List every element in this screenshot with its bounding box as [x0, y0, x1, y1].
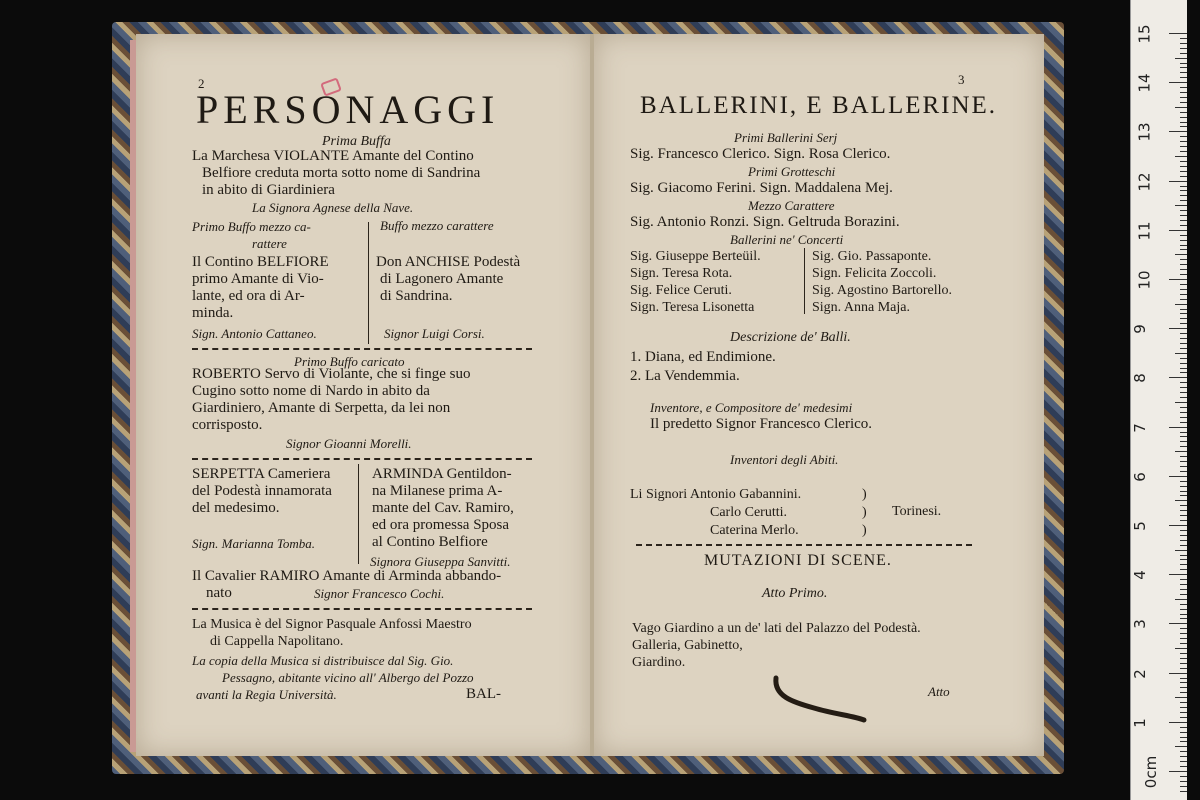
- ruler-tick: [1180, 141, 1187, 142]
- ruler-tick: [1180, 535, 1187, 536]
- ruler-label: 13: [1135, 122, 1154, 142]
- ruler-label: 7: [1130, 422, 1149, 433]
- ruler-tick: [1180, 441, 1187, 442]
- ruler-tick: [1180, 776, 1187, 777]
- ruler-tick: [1180, 594, 1187, 595]
- ruler-tick: [1180, 313, 1187, 314]
- ruler-tick: [1180, 682, 1187, 683]
- ruler-tick: [1180, 122, 1187, 123]
- ruler-tick: [1180, 190, 1187, 191]
- ruler-tick: [1180, 358, 1187, 359]
- ruler-tick: [1180, 712, 1187, 713]
- ruler-label: 4: [1130, 570, 1149, 580]
- concerti-left-list: Sig. Giuseppe Berteüil. Sign. Teresa Rota. Sig. Felice Ceruti. Sign. Teresa Lisonetta: [630, 249, 761, 315]
- ruler-tick: [1180, 43, 1187, 44]
- ruler-tick: [1180, 727, 1187, 728]
- ruler-tick: [1175, 697, 1187, 698]
- ruler-tick: [1180, 756, 1187, 757]
- column-heading: Buffo mezzo carattere: [380, 218, 494, 233]
- ruler-tick: [1180, 53, 1187, 54]
- ruler-label: 0cm: [1142, 755, 1161, 789]
- ruler-tick: [1169, 82, 1187, 83]
- ruler-tick: [1180, 702, 1187, 703]
- ruler-tick: [1180, 338, 1187, 339]
- ruler-tick: [1180, 461, 1187, 462]
- ruler-tick: [1180, 363, 1187, 364]
- divider: [192, 608, 532, 610]
- section-label: Mezzo Carattere: [748, 198, 835, 213]
- ruler-label: 12: [1135, 172, 1154, 192]
- bracket: ) ) ): [862, 487, 867, 538]
- ruler-tick: [1180, 126, 1187, 127]
- ruler-tick: [1175, 304, 1187, 305]
- ruler-tick: [1180, 215, 1187, 216]
- ruler-tick: [1180, 628, 1187, 629]
- ruler-tick: [1180, 48, 1187, 49]
- ruler-tick: [1180, 569, 1187, 570]
- ruler-tick: [1180, 653, 1187, 654]
- ruler-tick: [1180, 72, 1187, 73]
- ruler-tick: [1180, 486, 1187, 487]
- section-label: Inventori degli Abiti.: [730, 452, 839, 467]
- ruler-tick: [1180, 495, 1187, 496]
- character-violante: La Marchesa VIOLANTE Amante del Contino Belfiore creduta morta sotto nome di Sandrina in abito di Giardiniera: [192, 148, 481, 198]
- ruler-tick: [1180, 786, 1187, 787]
- ruler-tick: [1180, 240, 1187, 241]
- character-serpetta: SERPETTA Cameriera del Podestà innamorata del medesimo.: [192, 466, 332, 516]
- character-ramiro: Il Cavalier RAMIRO Amante di Arminda abbando- nato: [192, 568, 502, 601]
- ruler-tick: [1180, 751, 1187, 752]
- ruler-tick: [1175, 500, 1187, 501]
- ink-squiggle: [770, 672, 870, 728]
- ruler-tick: [1180, 678, 1187, 679]
- ruler-tick: [1180, 210, 1187, 211]
- ruler-tick: [1180, 668, 1187, 669]
- ruler-tick: [1180, 791, 1187, 792]
- section-label: Primi Grotteschi: [748, 164, 836, 179]
- divider: [636, 544, 972, 546]
- ruler-tick: [1180, 638, 1187, 639]
- ruler-tick: [1169, 33, 1187, 34]
- dancer-line: Sig. Giacomo Ferini. Sign. Maddalena Mej.: [630, 180, 893, 196]
- section-title: MUTAZIONI DI SCENE.: [704, 552, 892, 569]
- ruler-tick: [1175, 107, 1187, 108]
- ruler-tick: [1180, 171, 1187, 172]
- ruler-tick: [1169, 623, 1187, 624]
- ruler-tick: [1180, 309, 1187, 310]
- dancer-line: Sig. Antonio Ronzi. Sign. Geltruda Borazini.: [630, 214, 900, 230]
- ruler-tick: [1180, 614, 1187, 615]
- ruler-tick: [1169, 279, 1187, 280]
- ruler-tick: [1180, 604, 1187, 605]
- page-title: BALLERINI, E BALLERINE.: [640, 92, 998, 119]
- dancer-line: Sig. Francesco Clerico. Sign. Rosa Clerico.: [630, 146, 891, 162]
- ruler-tick: [1180, 343, 1187, 344]
- ruler-tick: [1180, 333, 1187, 334]
- ruler-tick: [1180, 136, 1187, 137]
- ruler-tick: [1180, 515, 1187, 516]
- ruler-tick: [1180, 77, 1187, 78]
- ruler-tick: [1180, 289, 1187, 290]
- ruler-tick: [1180, 299, 1187, 300]
- ruler-tick: [1169, 574, 1187, 575]
- ruler-tick: [1180, 323, 1187, 324]
- ruler-label: 9: [1130, 324, 1149, 334]
- ruler-tick: [1180, 545, 1187, 546]
- ruler-tick: [1180, 67, 1187, 68]
- actor-name: Signor Luigi Corsi.: [384, 326, 485, 341]
- ruler-tick: [1180, 579, 1187, 580]
- ruler-tick: [1169, 476, 1187, 477]
- ruler-tick: [1180, 245, 1187, 246]
- ruler-tick: [1180, 687, 1187, 688]
- ruler-tick: [1180, 456, 1187, 457]
- page-title: PERSONAGGI: [196, 87, 500, 132]
- ruler-tick: [1169, 525, 1187, 526]
- ruler-label: 1: [1130, 718, 1149, 728]
- act-label: Atto Primo.: [762, 586, 828, 601]
- ruler-tick: [1180, 741, 1187, 742]
- actor-name: La Signora Agnese della Nave.: [252, 200, 414, 215]
- ruler-tick: [1180, 589, 1187, 590]
- ruler-tick: [1180, 520, 1187, 521]
- actor-name: Signora Giuseppa Sanvitti.: [370, 554, 511, 569]
- ruler-tick: [1169, 377, 1187, 378]
- ruler-tick: [1180, 235, 1187, 236]
- ruler-tick: [1180, 766, 1187, 767]
- ruler-tick: [1169, 722, 1187, 723]
- column-divider: [358, 464, 359, 564]
- ruler-tick: [1180, 732, 1187, 733]
- ruler-tick: [1180, 382, 1187, 383]
- ruler-tick: [1175, 254, 1187, 255]
- right-page: [592, 34, 1044, 756]
- ruler-tick: [1180, 38, 1187, 39]
- ruler-tick: [1180, 481, 1187, 482]
- ruler-tick: [1175, 156, 1187, 157]
- ruler-tick: [1180, 97, 1187, 98]
- ruler-tick: [1169, 673, 1187, 674]
- ruler-tick: [1169, 771, 1187, 772]
- section-label: Primo Buffo caricato: [294, 354, 405, 369]
- ruler-tick: [1180, 368, 1187, 369]
- ruler-tick: [1180, 422, 1187, 423]
- column-divider: [368, 222, 369, 344]
- ruler-tick: [1180, 407, 1187, 408]
- ruler-tick: [1180, 318, 1187, 319]
- ruler-tick: [1180, 510, 1187, 511]
- ruler-tick: [1180, 264, 1187, 265]
- ruler-tick: [1180, 530, 1187, 531]
- page-number: 3: [958, 72, 965, 87]
- ruler-tick: [1180, 186, 1187, 187]
- section-label: Inventore, e Compositore de' medesimi: [650, 400, 853, 415]
- ruler-tick: [1180, 559, 1187, 560]
- ruler-tick: [1180, 387, 1187, 388]
- ruler-tick: [1180, 436, 1187, 437]
- section-label: Prima Buffa: [322, 134, 391, 149]
- city-label: Torinesi.: [892, 504, 942, 519]
- ruler-label: 6: [1130, 472, 1149, 482]
- ruler-tick: [1180, 225, 1187, 226]
- ruler-tick: [1180, 284, 1187, 285]
- ruler-tick: [1180, 471, 1187, 472]
- left-page: [136, 34, 592, 756]
- ruler-tick: [1175, 550, 1187, 551]
- ruler-tick: [1180, 737, 1187, 738]
- ruler-tick: [1175, 599, 1187, 600]
- ruler-tick: [1180, 417, 1187, 418]
- ruler-label: 14: [1135, 73, 1154, 93]
- actor-name: Signor Francesco Cochi.: [314, 586, 445, 601]
- ruler-tick: [1175, 58, 1187, 59]
- actor-name: Sign. Marianna Tomba.: [192, 536, 316, 551]
- ruler-tick: [1180, 658, 1187, 659]
- ruler-tick: [1180, 166, 1187, 167]
- ruler-tick: [1180, 259, 1187, 260]
- ruler-tick: [1180, 249, 1187, 250]
- catchword: Atto: [928, 684, 950, 699]
- divider: [192, 458, 532, 460]
- ruler-tick: [1180, 294, 1187, 295]
- ruler-tick: [1169, 427, 1187, 428]
- ruler-tick: [1180, 117, 1187, 118]
- section-label: Primi Ballerini Serj: [734, 130, 838, 145]
- ruler-tick: [1180, 564, 1187, 565]
- ruler-tick: [1169, 328, 1187, 329]
- ruler-tick: [1180, 491, 1187, 492]
- ruler-tick: [1175, 205, 1187, 206]
- ruler-tick: [1180, 372, 1187, 373]
- ruler-tick: [1180, 176, 1187, 177]
- ruler-tick: [1175, 746, 1187, 747]
- section-label: Descrizione de' Balli.: [730, 330, 851, 345]
- character-belfiore: Il Contino BELFIORE primo Amante di Vio- lante, ed ora di Ar- minda.: [192, 254, 329, 321]
- ruler-tick: [1180, 112, 1187, 113]
- ruler-tick: [1169, 181, 1187, 182]
- ruler-tick: [1180, 446, 1187, 447]
- character-anchise: Don ANCHISE Podestà di Lagonero Amante di Sandrina.: [376, 254, 521, 304]
- ruler-label: 10: [1135, 270, 1154, 290]
- ruler-tick: [1169, 230, 1187, 231]
- page-number: 2: [198, 76, 205, 91]
- balli-list: 1. Diana, ed Endimione. 2. La Vendemmia.: [630, 349, 776, 384]
- actor-name: Sign. Antonio Cattaneo.: [192, 326, 317, 341]
- actor-name: Signor Gioanni Morelli.: [286, 436, 412, 451]
- copy-notice: La copia della Musica si distribuisce dal Sig. Gio. Pessagno, abitante vicino all' Albergo del Pozzo avanti la Regia Università.: [192, 653, 474, 702]
- ruler-tick: [1180, 717, 1187, 718]
- ruler-tick: [1175, 451, 1187, 452]
- ruler-tick: [1180, 412, 1187, 413]
- catchword: BAL-: [466, 686, 501, 702]
- ruler-tick: [1180, 102, 1187, 103]
- ruler-tick: [1180, 781, 1187, 782]
- ruler-tick: [1175, 402, 1187, 403]
- ruler-tick: [1180, 151, 1187, 152]
- ruler-tick: [1180, 348, 1187, 349]
- ruler-tick: [1180, 707, 1187, 708]
- scene-list: Vago Giardino a un de' lati del Palazzo del Podestà. Galleria, Gabinetto, Giardino.: [632, 621, 921, 670]
- ruler-tick: [1180, 540, 1187, 541]
- ruler-tick: [1180, 584, 1187, 585]
- column-divider: [804, 248, 805, 314]
- ruler-label: 5: [1130, 521, 1149, 531]
- ruler-tick: [1180, 87, 1187, 88]
- ruler-tick: [1180, 200, 1187, 201]
- ruler-tick: [1180, 609, 1187, 610]
- column-heading: Primo Buffo mezzo ca- rattere: [192, 219, 311, 251]
- ruler-label: 2: [1130, 668, 1149, 679]
- section-label: Ballerini ne' Concerti: [730, 232, 844, 247]
- ruler-tick: [1175, 648, 1187, 649]
- ruler-label: 3: [1130, 619, 1149, 630]
- ruler-tick: [1180, 92, 1187, 93]
- inventore-line: Il predetto Signor Francesco Clerico.: [650, 416, 873, 432]
- measurement-ruler: [1130, 0, 1187, 800]
- concerti-right-list: Sig. Gio. Passaponte. Sign. Felicita Zoccoli. Sig. Agostino Bartorello. Sign. Anna Maja.: [812, 249, 952, 315]
- ruler-tick: [1180, 432, 1187, 433]
- ruler-label: 8: [1130, 373, 1149, 384]
- ruler-tick: [1180, 63, 1187, 64]
- ruler-tick: [1169, 131, 1187, 132]
- ruler-tick: [1180, 618, 1187, 619]
- character-roberto: ROBERTO Servo di Violante, che si finge suo Cugino sotto nome di Nardo in abito da Giardiniero, Amante di Serpetta, da lei non corrisposto.: [192, 366, 471, 433]
- ruler-label: 11: [1135, 221, 1154, 241]
- ruler-tick: [1180, 161, 1187, 162]
- ruler-tick: [1180, 397, 1187, 398]
- ruler-tick: [1180, 643, 1187, 644]
- ruler-tick: [1180, 269, 1187, 270]
- ruler-label: 15: [1135, 24, 1154, 44]
- ruler-tick: [1180, 220, 1187, 221]
- ruler-tick: [1175, 353, 1187, 354]
- ruler-tick: [1180, 274, 1187, 275]
- ruler-tick: [1180, 146, 1187, 147]
- ruler-tick: [1180, 195, 1187, 196]
- abiti-names: Li Signori Antonio Gabannini. Carlo Cerutti. Caterina Merlo.: [630, 487, 802, 538]
- ruler-tick: [1180, 466, 1187, 467]
- ruler-tick: [1180, 633, 1187, 634]
- ruler-tick: [1180, 663, 1187, 664]
- ruler-tick: [1180, 555, 1187, 556]
- music-credit: La Musica è del Signor Pasquale Anfossi Maestro di Cappella Napolitano.: [192, 617, 472, 649]
- divider: [192, 348, 532, 350]
- ruler-tick: [1180, 505, 1187, 506]
- ruler-tick: [1180, 761, 1187, 762]
- ruler-tick: [1180, 692, 1187, 693]
- ruler-tick: [1180, 392, 1187, 393]
- character-arminda: ARMINDA Gentildon- na Milanese prima A- mante del Cav. Ramiro, ed ora promessa Sposa al Contino Belfiore: [372, 466, 514, 550]
